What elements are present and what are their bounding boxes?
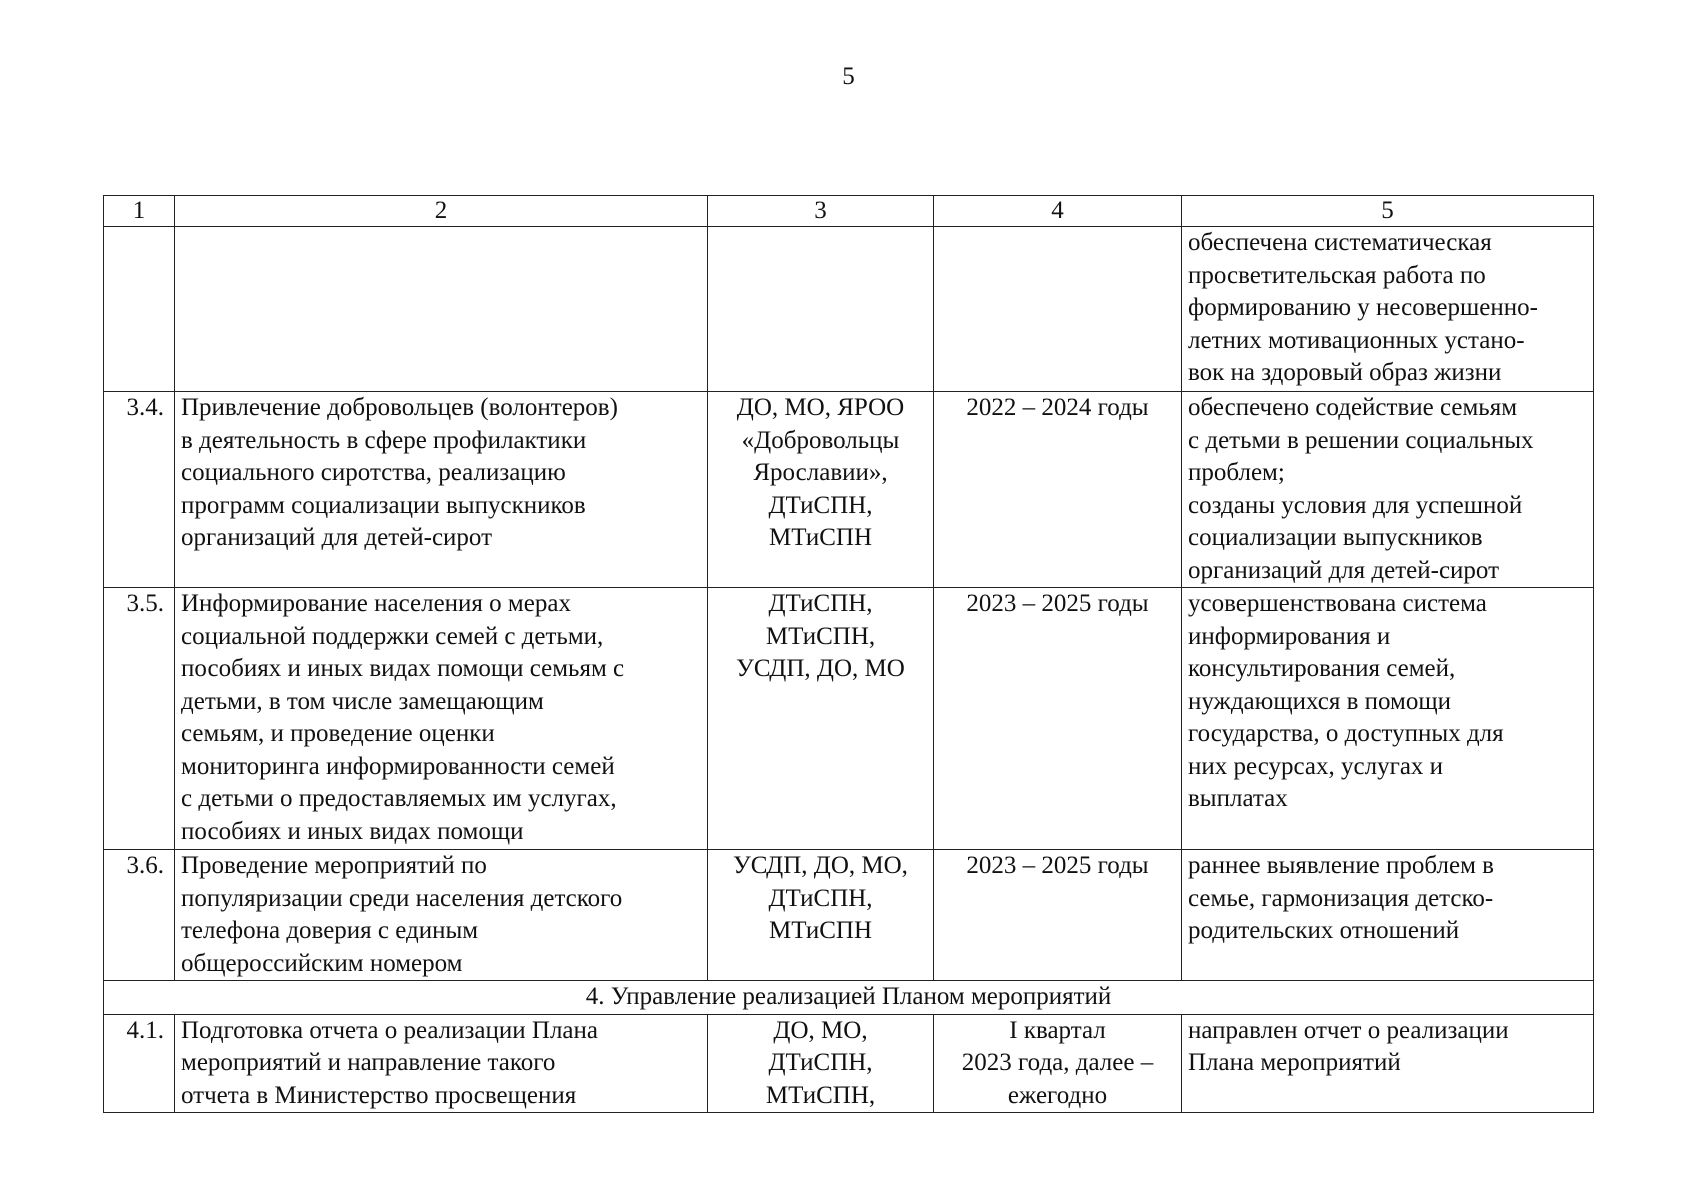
result-line: проблем; bbox=[1188, 459, 1285, 486]
cell-activity bbox=[175, 850, 708, 981]
table-row-4-1 bbox=[104, 1014, 1594, 1113]
cell-executors bbox=[708, 588, 934, 850]
cell-num: 3.5. bbox=[104, 588, 175, 850]
activity-line: Привлечение добровольцев (волонтеров) bbox=[181, 394, 618, 421]
result-line: раннее выявление проблем в bbox=[1188, 852, 1494, 879]
table-row-continuation bbox=[104, 227, 1594, 392]
result-line: нуждающихся в помощи bbox=[1188, 687, 1451, 715]
term-line: ежегодно bbox=[1007, 1081, 1108, 1109]
section-header-row bbox=[104, 981, 1594, 1015]
cell-num: 4.1. bbox=[104, 1014, 175, 1113]
activity-line: детьми, в том числе замещающим bbox=[181, 687, 544, 715]
cell-term bbox=[934, 1014, 1182, 1113]
cell-term bbox=[934, 850, 1182, 981]
header-col-4: 4 bbox=[934, 196, 1182, 227]
activity-line: программ социализации выпускников bbox=[181, 491, 586, 519]
result-line: направлен отчет о реализации bbox=[1188, 1016, 1509, 1044]
executor-line: «Добровольцы bbox=[741, 426, 900, 454]
executor-line: УСДП, ДО, МО bbox=[736, 655, 905, 682]
result-line: усовершенствована система bbox=[1188, 590, 1487, 617]
result-line: летних мотивационных устано- bbox=[1188, 326, 1525, 354]
cell-activity bbox=[175, 392, 708, 588]
term-line: 2023 года, далее – bbox=[961, 1049, 1154, 1076]
cell-executors bbox=[708, 227, 934, 392]
executor-line: ДО, МО, bbox=[773, 1016, 868, 1044]
result-line: выплатах bbox=[1188, 785, 1288, 812]
result-line: просветительская работа по bbox=[1188, 261, 1486, 289]
cell-num bbox=[104, 227, 175, 392]
executor-line: МТиСПН bbox=[768, 917, 873, 944]
result-line: родительских отношений bbox=[1188, 917, 1460, 944]
header-col-1: 1 bbox=[104, 196, 175, 227]
result-line: консультирования семей, bbox=[1188, 655, 1456, 682]
cell-activity bbox=[175, 1014, 708, 1113]
activity-line: пособиях и иных видах помощи семьям с bbox=[181, 655, 625, 682]
result-line: созданы условия для успешной bbox=[1188, 491, 1523, 519]
header-col-3: 3 bbox=[708, 196, 934, 227]
term-line: 2023 – 2025 годы bbox=[966, 852, 1149, 879]
result-line: обеспечено содействие семьям bbox=[1188, 394, 1518, 421]
executor-line: УСДП, ДО, МО, bbox=[733, 852, 908, 879]
result-line: государства, о доступных для bbox=[1188, 720, 1504, 747]
activity-line: мониторинга информированности семей bbox=[181, 752, 615, 780]
cell-term bbox=[934, 227, 1182, 392]
activity-line: Информирование населения о мерах bbox=[181, 590, 571, 617]
cell-result bbox=[1182, 392, 1594, 588]
activity-line: отчета в Министерство просвещения bbox=[181, 1081, 577, 1109]
activity-line: пособиях и иных видах помощи bbox=[181, 817, 524, 845]
executor-line: ДТиСПН, bbox=[768, 491, 873, 519]
cell-result bbox=[1182, 1014, 1594, 1113]
executor-line: ДТиСПН, bbox=[768, 1049, 873, 1076]
cell-result bbox=[1182, 850, 1594, 981]
result-line: социализации выпускников bbox=[1188, 524, 1483, 551]
activity-line: в деятельность в сфере профилактики bbox=[181, 426, 587, 454]
table-row-3-6 bbox=[104, 850, 1594, 981]
table-row-3-4 bbox=[104, 392, 1594, 588]
result-line: вок на здоровый образ жизни bbox=[1188, 359, 1502, 386]
result-line: информирования и bbox=[1188, 622, 1391, 650]
term-line: 2022 – 2024 годы bbox=[966, 394, 1149, 421]
cell-result bbox=[1182, 227, 1594, 392]
page-number: 5 bbox=[842, 63, 855, 90]
table-row-3-5 bbox=[104, 588, 1594, 850]
cell-term bbox=[934, 588, 1182, 850]
result-line: организаций для детей-сирот bbox=[1188, 556, 1500, 584]
result-line: с детьми в решении социальных bbox=[1188, 426, 1534, 454]
activity-line: популяризации среди населения детского bbox=[181, 884, 623, 912]
executor-line: ДТиСПН, bbox=[768, 884, 873, 912]
activity-line: мероприятий и направление такого bbox=[181, 1049, 556, 1076]
header-col-2: 2 bbox=[175, 196, 708, 227]
section-title: 4. Управление реализацией Планом мероприятий bbox=[104, 981, 1594, 1015]
activity-line: организаций для детей-сирот bbox=[181, 524, 493, 551]
cell-executors bbox=[708, 1014, 934, 1113]
activity-line: телефона доверия с единым bbox=[181, 917, 479, 944]
result-line: Плана мероприятий bbox=[1188, 1049, 1401, 1076]
plan-table bbox=[103, 195, 1594, 1113]
cell-num: 3.6. bbox=[104, 850, 175, 981]
cell-term bbox=[934, 392, 1182, 588]
executor-line: МТиСПН bbox=[768, 524, 873, 551]
result-line: обеспечена систематическая bbox=[1188, 229, 1492, 256]
cell-result bbox=[1182, 588, 1594, 850]
activity-line: с детьми о предоставляемых им услугах, bbox=[181, 785, 617, 812]
result-line: формированию у несовершенно- bbox=[1188, 294, 1538, 321]
term-line: I квартал bbox=[1009, 1016, 1106, 1044]
activity-line: общероссийским номером bbox=[181, 949, 463, 977]
executor-line: ДТиСПН, bbox=[768, 590, 873, 617]
executor-line: ДО, МО, ЯРОО bbox=[736, 394, 905, 421]
cell-activity bbox=[175, 227, 708, 392]
result-line: них ресурсах, услугах и bbox=[1188, 752, 1444, 780]
activity-line: семьям, и проведение оценки bbox=[181, 720, 495, 747]
executor-line: Ярославии», bbox=[753, 459, 888, 486]
table-header-row bbox=[104, 196, 1594, 227]
cell-executors bbox=[708, 850, 934, 981]
result-line: семье, гармонизация детско- bbox=[1188, 884, 1494, 912]
executor-line: МТиСПН, bbox=[765, 622, 876, 650]
activity-line: Проведение мероприятий по bbox=[181, 852, 487, 879]
term-line: 2023 – 2025 годы bbox=[966, 590, 1149, 617]
executor-line: МТиСПН, bbox=[765, 1081, 876, 1109]
cell-num: 3.4. bbox=[104, 392, 175, 588]
activity-line: социального сиротства, реализацию bbox=[181, 459, 566, 486]
cell-activity bbox=[175, 588, 708, 850]
activity-line: Подготовка отчета о реализации Плана bbox=[181, 1016, 598, 1044]
activity-line: социальной поддержки семей с детьми, bbox=[181, 622, 604, 650]
header-col-5: 5 bbox=[1182, 196, 1594, 227]
cell-executors bbox=[708, 392, 934, 588]
